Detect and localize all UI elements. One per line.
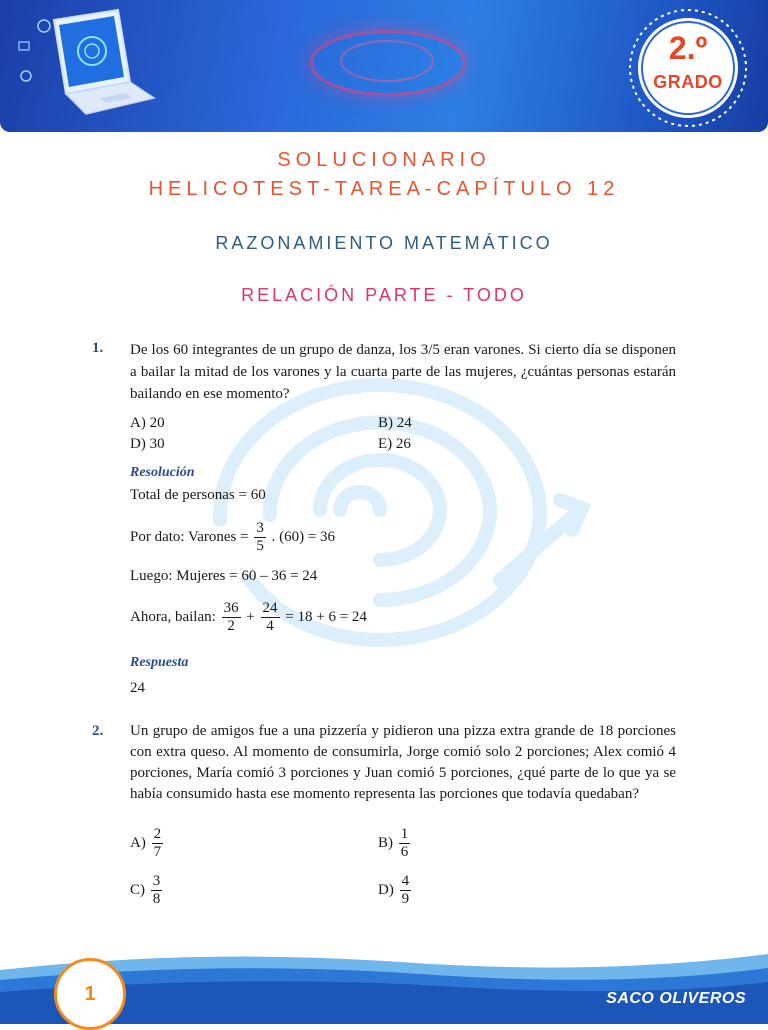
q2-option-d <box>378 873 413 908</box>
page-number: 1 <box>84 983 96 1005</box>
laptop-illustration-icon <box>14 6 174 126</box>
q1-ahora-frac1-den: 2 <box>227 618 235 634</box>
q2-option-c <box>130 873 164 908</box>
q2-a-den: 7 <box>153 844 162 860</box>
grade-number: 2.º <box>668 30 708 66</box>
q1-line-dato <box>130 520 335 555</box>
q1-ahora-plus: + <box>246 608 255 625</box>
question-1-number: 1. <box>92 340 104 356</box>
q2-option-b-fraction <box>399 826 411 861</box>
q1-ahora-fraction-2 <box>261 600 280 635</box>
q2-b-num: 1 <box>400 826 409 842</box>
grade-label: GRADO <box>653 72 723 92</box>
topic-title: RELACIÓN PARTE - TODO <box>241 285 527 305</box>
q2-option-b <box>378 826 412 861</box>
q2-d-num: 4 <box>401 873 410 889</box>
q2-option-c-label: C) <box>130 881 145 898</box>
q1-option-d: D) 30 <box>130 436 165 452</box>
question-2-number: 2. <box>92 723 104 739</box>
q1-ahora-frac2-num: 24 <box>262 600 278 616</box>
q2-option-a-fraction <box>152 826 164 861</box>
q1-line-luego: Luego: Mujeres = 60 – 36 = 24 <box>130 568 318 584</box>
question-1-text: De los 60 integrantes de un grupo de danza, los 3/5 eran varones. Si cierto día se disponen a bailar la mitad de los varones y la cuarta parte de las mujeres, ¿cuántas personas estarán bailando en ese momento? <box>130 342 676 402</box>
q1-line-ahora <box>130 600 367 635</box>
brand-name: SACO OLIVEROS <box>606 990 746 1007</box>
q1-dato-suffix: . (60) = 36 <box>271 528 336 545</box>
q1-answer-label: Respuesta <box>130 655 189 670</box>
q1-resolution-label: Resolución <box>130 465 195 480</box>
title-chapter: HELICOTEST-TAREA-CAPÍTULO 12 <box>148 178 620 200</box>
q2-option-d-fraction <box>400 873 412 908</box>
q2-c-num: 3 <box>152 873 161 889</box>
grade-badge-icon <box>626 6 750 130</box>
q1-ahora-suffix: = 18 + 6 = 24 <box>285 608 367 625</box>
q1-ahora-frac1-num: 36 <box>223 600 239 616</box>
banner-glow-decoration-inner <box>340 40 434 82</box>
q2-option-a <box>130 826 165 861</box>
q2-option-b-label: B) <box>378 834 393 851</box>
q2-option-a-label: A) <box>130 834 146 851</box>
q1-ahora-frac2-den: 4 <box>266 618 274 634</box>
q2-a-num: 2 <box>153 826 162 842</box>
q1-ahora-fraction-1 <box>222 600 241 635</box>
q1-option-a: A) 20 <box>130 415 165 431</box>
q1-option-e: E) 26 <box>378 436 411 452</box>
q2-b-den: 6 <box>400 844 409 860</box>
q1-line-total: Total de personas = 60 <box>130 487 266 503</box>
header-banner <box>0 0 768 132</box>
q1-answer-value: 24 <box>130 680 145 696</box>
q1-ahora-prefix: Ahora, bailan: <box>130 608 216 625</box>
q2-c-den: 8 <box>152 891 161 907</box>
subject-title: RAZONAMIENTO MATEMÁTICO <box>215 233 553 253</box>
q2-d-den: 9 <box>401 891 410 907</box>
q1-dato-fraction <box>254 520 266 555</box>
q2-option-c-fraction <box>151 873 163 908</box>
q2-option-d-label: D) <box>378 881 394 898</box>
q1-dato-frac-den: 5 <box>256 538 264 554</box>
question-2-text: Un grupo de amigos fue a una pizzería y pidieron una pizza extra grande de 18 porciones con extra queso. Al momento de consumirla, Jorge comió solo 2 porciones; Alex comió 4 porciones, María comió 3 porciones y Juan comió 5 porciones, ¿qué parte de lo que ya se había consumido hasta ese momento representa las porciones que todavía quedaban? <box>130 723 676 802</box>
q1-option-b: B) 24 <box>378 415 412 431</box>
q1-dato-frac-num: 3 <box>256 520 264 536</box>
q1-dato-prefix: Por dato: Varones = <box>130 528 249 545</box>
title-solucionario: SOLUCIONARIO <box>277 149 491 171</box>
